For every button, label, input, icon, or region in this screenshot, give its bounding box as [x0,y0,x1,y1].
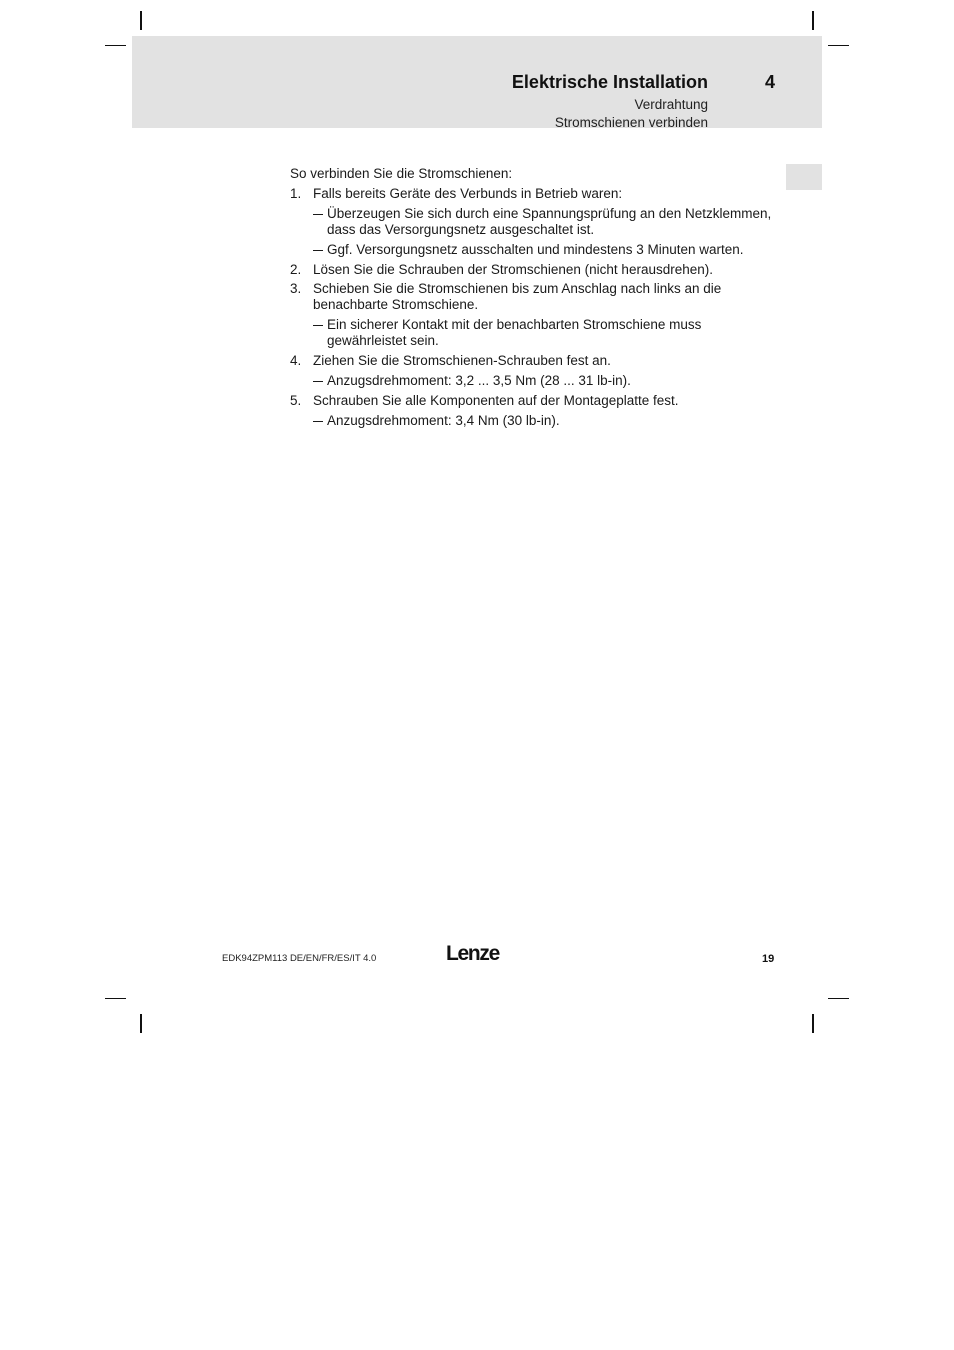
steps-list [290,186,780,429]
step-text: Ziehen Sie die Stromschienen-Schrauben fest an. [313,353,611,368]
document-id: EDK94ZPM113 DE/EN/FR/ES/IT 4.0 [222,953,377,964]
step-1 [290,186,780,258]
crop-mark-top-right-vertical [812,11,814,30]
thumb-tab [786,164,822,190]
step-5 [290,393,780,429]
header-band [132,36,822,128]
crop-mark-bottom-left-vertical [140,1014,142,1033]
dash-bullet [313,421,323,422]
dash-bullet [313,214,323,215]
page-title: Elektrische Installation [511,72,708,92]
crop-mark-bottom-left-horizontal [105,998,126,999]
step-number: 3. [290,281,302,296]
intro-text: So verbinden Sie die Stromschienen: [290,166,513,181]
dash-bullet [313,381,323,382]
crop-mark-bottom-right-horizontal [828,998,849,999]
step-number: 2. [290,262,302,277]
sub-list [313,413,780,429]
step-2 [290,262,780,278]
step-number: 5. [290,393,302,408]
dash-bullet [313,250,323,251]
step-3 [290,281,780,349]
crop-mark-top-right-horizontal [828,45,849,46]
sub-list [313,317,780,349]
sub-text: Ggf. Versorgungsnetz ausschalten und mindestens 3 Minuten warten. [327,242,744,257]
section-title: Verdrahtung [634,97,708,112]
step-number: 4. [290,353,302,368]
sub-text: Ein sicherer Kontakt mit der benachbarten Stromschiene muss gewährleistet sein. [327,317,702,348]
sub-item [313,317,780,349]
crop-mark-top-left-vertical [140,11,142,30]
step-text: Schrauben Sie alle Komponenten auf der Montageplatte fest. [313,393,679,408]
sub-item [313,242,780,258]
subsection-title: Stromschienen verbinden [554,115,708,130]
sub-text: Überzeugen Sie sich durch eine Spannungsprüfung an den Netzklemmen, dass das Versorgungsnetz ausgeschaltet ist. [327,206,772,237]
sub-text: Anzugsdrehmoment: 3,2 ... 3,5 Nm (28 ... 31 lb-in). [327,373,631,388]
sub-text: Anzugsdrehmoment: 3,4 Nm (30 lb-in). [327,413,560,428]
step-4 [290,353,780,389]
step-text: Lösen Sie die Schrauben der Stromschienen (nicht herausdrehen). [313,262,713,277]
instructions [290,166,780,433]
sub-list [313,373,780,389]
step-number: 1. [290,186,302,201]
step-text: Falls bereits Geräte des Verbunds in Betrieb waren: [313,186,623,201]
sub-item [313,206,780,238]
crop-mark-bottom-right-vertical [812,1014,814,1033]
step-text: Schieben Sie die Stromschienen bis zum Anschlag nach links an die benachbarte Stromschiene. [313,281,722,312]
lenze-logo: Lenze [446,942,500,965]
dash-bullet [313,325,323,326]
sub-list [313,206,780,258]
page-number: 19 [762,953,775,965]
chapter-number: 4 [765,72,776,92]
crop-mark-top-left-horizontal [105,45,126,46]
sub-item [313,373,780,389]
sub-item [313,413,780,429]
